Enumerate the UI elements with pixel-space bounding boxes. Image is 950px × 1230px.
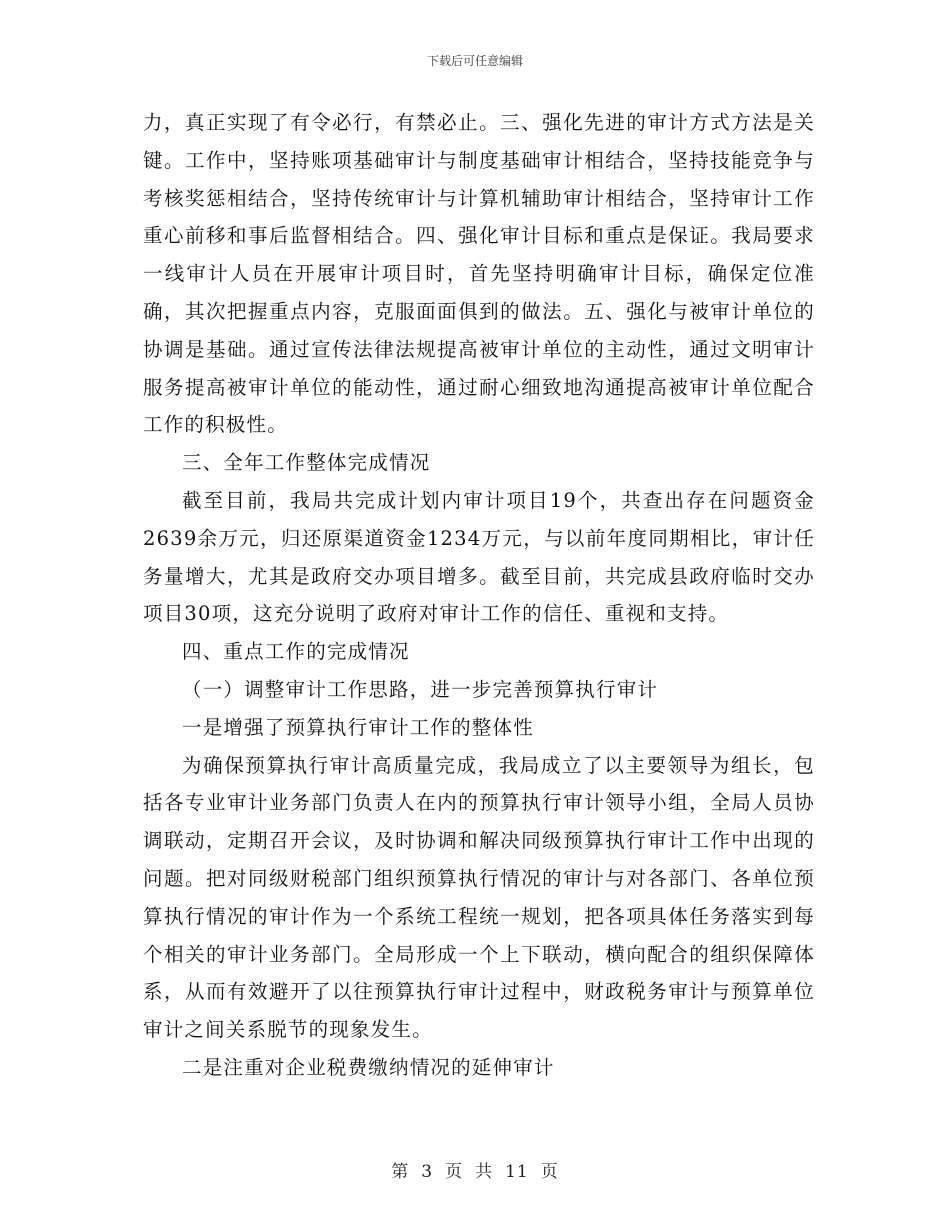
page-unit: 页	[445, 1162, 464, 1182]
subsection-heading: 一是增强了预算执行审计工作的整体性	[182, 715, 534, 739]
page-label: 第	[391, 1162, 410, 1182]
total-unit: 页	[540, 1162, 559, 1182]
section-heading: 四、重点工作的完成情况	[182, 640, 410, 664]
page-footer	[0, 1157, 950, 1182]
document-body	[143, 104, 815, 1087]
section-heading: 三、全年工作整体完成情况	[182, 451, 431, 475]
page-header: 下载后可任意编辑	[426, 54, 523, 68]
paragraph: 力，真正实现了有令必行，有禁必止。三、强化先进的审计方式方法是关键。工作中，坚持账项基础审计与制度基础审计相结合，坚持技能竞争与考核奖惩相结合，坚持传统审计与计算机辅助审计相结合，坚持审计工作重心前移和事后监督相结合。四、强化审计目标和重点是保证。我局要求一线审计人员在开展审计项目时，首先坚持明确审计目标，确保定位准确，其次把握重点内容，克服面面俱到的做法。五、强化与被审计单位的协调是基础。通过宣传法律法规提高被审计单位的主动性，通过文明审计服务提高被审计单位的能动性，通过耐心细致地沟通提高被审计单位配合工作的积极性。	[143, 111, 815, 437]
total-label: 共	[475, 1162, 494, 1182]
paragraph: 为确保预算执行审计高质量完成，我局成立了以主要领导为组长，包括各专业审计业务部门负责人在内的预算执行审计领导小组，全局人员协调联动，定期召开会议，及时协调和解决同级预算执行审计工作中出现的问题。把对同级财税部门组织预算执行情况的审计与对各部门、各单位预算执行情况的审计作为一个系统工程统一规划，把各项具体任务落实到每个相关的审计业务部门。全局形成一个上下联动，横向配合的组织保障体系，从而有效避开了以往预算执行审计过程中，财政税务审计与预算单位审计之间关系脱节的现象发生。	[143, 753, 815, 1042]
subsection-heading: （一）调整审计工作思路，进一步完善预算执行审计	[182, 677, 659, 701]
page-number: 3	[421, 1162, 434, 1182]
paragraph: 截至目前，我局共完成计划内审计项目19个，共查出存在问题资金2639余万元，归还原渠道资金1234万元，与以前年度同期相比，审计任务量增大，尤其是政府交办项目增多。截至目前，共完成县政府临时交办项目30项，这充分说明了政府对审计工作的信任、重视和支持。	[143, 488, 815, 626]
subsection-heading: 二是注重对企业税费缴纳情况的延伸审计	[182, 1055, 555, 1079]
total-pages: 11	[505, 1162, 529, 1182]
